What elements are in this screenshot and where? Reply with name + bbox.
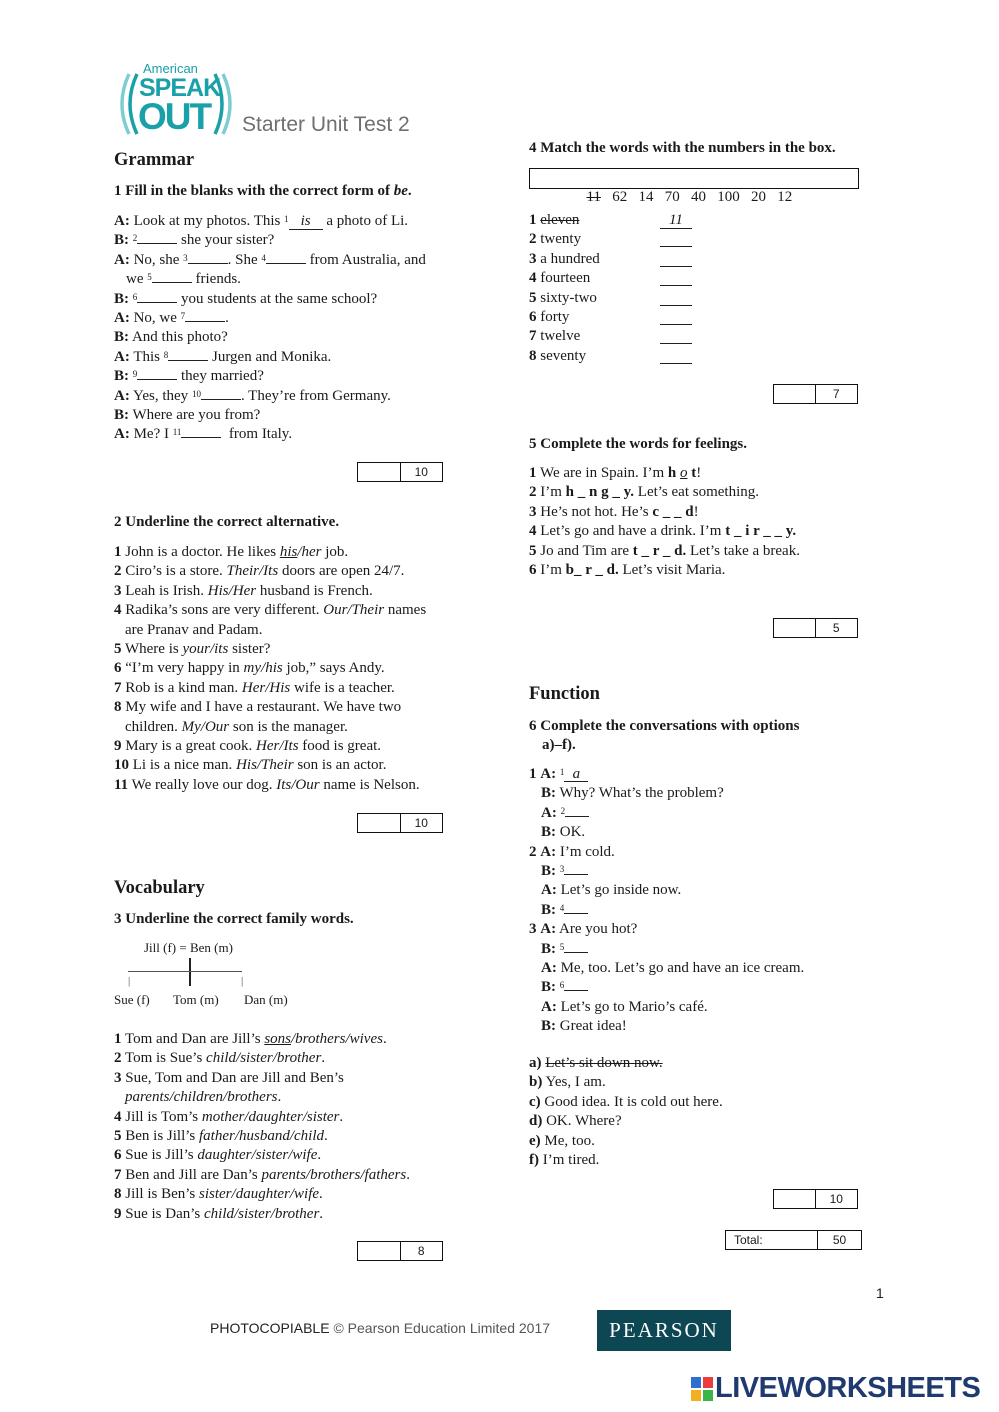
tree-parents: Jill (f) = Ben (m) — [144, 940, 233, 955]
score-box-ex5: 5 — [773, 618, 858, 638]
tree-child-tom: Tom (m) — [173, 992, 219, 1007]
struck-number: 11 — [586, 189, 601, 205]
answer-blank[interactable] — [660, 293, 692, 306]
exercise-1-instruction: 1 Fill in the blanks with the correct form of be. — [114, 183, 412, 199]
tree-child-dan: Dan (m) — [244, 992, 288, 1007]
blank-10[interactable] — [201, 387, 241, 400]
exercise-3-list: 1 Tom and Dan are Jill’s sons/brothers/wives. 2 Tom is Sue’s child/sister/brother. 3 Sue, Tom and Dan are Jill and Ben’s parents/children/brothers. 4 Jill is Tom’s mother/daughter/sister. 5 Ben is Jill’s father/husband/child. 6 Sue is Jill’s daughter/sister/wife. 7 Ben and Jill are Dan’s parents/brothers/fathers. 8 Jill is Ben’s sister/daughter/wife. 9 Sue is Dan’s child/sister/brother. — [114, 1031, 410, 1222]
exercise-5-list: 1 We are in Spain. I’m h o t! 2 I’m h _ n g _ y. Let’s eat something. 3 He’s not hot. He’s c _ _ d! 4 Let’s go and have a drink. I’m t _ i r _ _ y. 5 Jo and Tim are t _ r _ d. Let’s take a break. 6 I’m b_ r _ d. Let’s visit Maria. — [529, 465, 800, 579]
exercise-1-dialogue: A: Look at my photos. This $^1$ is a photo of Li. B: $^2$ she your sister? A: No, she $^3$ . She $^4$ from Australia, and we $^5$ friends. B: $^6$ you students at the same school? A: No, we $^7$ . B: And this photo? A: This $^8$ Jurgen and Monika. B: $^9$ they married? A: Yes, they $^{10}$ . They’re from Germany. B: Where are you from? A: Me? I $^{11}$ from Italy. — [114, 213, 426, 443]
blank-8[interactable] — [168, 348, 208, 361]
tree-branch — [128, 971, 242, 972]
blank-f3[interactable] — [564, 862, 588, 875]
logo-out: OUT — [138, 96, 211, 137]
score-box-ex1: 10 — [357, 462, 443, 482]
answer-blank[interactable] — [660, 331, 692, 344]
blank-f6[interactable] — [564, 978, 588, 991]
answer-blank[interactable] — [660, 234, 692, 247]
exercise-3-instruction: 3 Underline the correct family words. — [114, 911, 354, 927]
blank-3[interactable] — [188, 251, 228, 264]
blank-7[interactable] — [185, 309, 225, 322]
answer-blank[interactable] — [660, 273, 692, 286]
pearson-logo: PEARSON — [597, 1310, 731, 1351]
blank-6[interactable] — [137, 290, 177, 303]
speakout-logo — [117, 60, 235, 138]
copyright-line: PHOTOCOPIABLE © Pearson Education Limited 2017 — [210, 1320, 551, 1336]
exercise-4-list: 1 eleven 11 2 twenty 3 a hundred 4 fourteen 5 sixty-two 6 forty 7 twelve 8 seventy — [529, 211, 729, 366]
section-heading-grammar: Grammar — [114, 150, 195, 170]
logo-american: American — [143, 61, 198, 76]
blank-2[interactable] — [137, 231, 177, 244]
exercise-2-list: 1 John is a doctor. He likes his/her job. 2 Ciro’s is a store. Their/Its doors are open 24/7. 3 Leah is Irish. His/Her husband is French. 4 Radika’s sons are very different. Our/Their names are Pranav and Padam. 5 Where is your/its sister? 6 “I’m very happy in my/his job,” says Andy. 7 Rob is a kind man. Her/His wife is a teacher. 8 My wife and I have a restaurant. We have two children. My/Our son is the manager. 9 Mary is a great cook. Her/Its food is great. 10 Li is a nice man. His/Their son is an actor. 11 We really love our dog. Its/Our name is Nelson. — [114, 544, 427, 793]
tree-pipe-left: | — [128, 975, 131, 987]
answer-blank[interactable] — [660, 312, 692, 325]
exercise-6-dialogues: 1 A: $^1$ a B: Why? What’s the problem? A: $^2$ B: OK. 2 A: I’m cold. B: $^3$ A: Let’s go inside now. B: $^4$ 3 A: Are you hot? B: $^5$ A: Me, too. Let’s go and have an ice cream. B: $^6$ A: Let’s go to Mario’s café. B: Great idea! — [529, 766, 805, 1035]
score-box-ex4: 7 — [773, 384, 858, 404]
page-number: 1 — [876, 1285, 884, 1301]
blank-11[interactable] — [181, 425, 221, 438]
score-box-ex6: 10 — [773, 1189, 858, 1209]
section-heading-vocabulary: Vocabulary — [114, 878, 205, 898]
logo-speak: SPEAK — [139, 74, 221, 102]
score-box-ex2: 10 — [357, 813, 443, 833]
blank-f4[interactable] — [564, 901, 588, 914]
blank-9[interactable] — [137, 367, 177, 380]
liveworksheets-icon — [691, 1377, 713, 1401]
exercise-2-instruction: 2 Underline the correct alternative. — [114, 514, 340, 530]
liveworksheets-logo: LIVEWORKSHEETS — [691, 1372, 980, 1404]
exercise-6-options: a) Let’s sit down now. b) Yes, I am. c) Good idea. It is cold out here. d) OK. Where? e) Me, too. f) I’m tired. — [529, 1055, 723, 1169]
answer-blank[interactable] — [660, 254, 692, 267]
tree-pipe-right: | — [241, 975, 244, 987]
page-title: Starter Unit Test 2 — [242, 113, 410, 136]
blank-4[interactable] — [266, 251, 306, 264]
blank-f5[interactable] — [564, 940, 588, 953]
total-score-box: Total: 50 — [725, 1230, 862, 1250]
exercise-5-instruction: 5 Complete the words for feelings. — [529, 436, 748, 452]
blank-f2[interactable] — [565, 804, 589, 817]
number-box: 11 62 14 70 40 100 20 12 — [529, 168, 859, 189]
exercise-6-instruction: 6 Complete the conversations with options a)–f). — [529, 718, 800, 754]
family-tree — [114, 938, 314, 1010]
answer-blank[interactable] — [660, 351, 692, 364]
section-heading-function: Function — [529, 684, 600, 704]
exercise-4-instruction: 4 Match the words with the numbers in the box. — [529, 140, 836, 156]
score-box-ex3: 8 — [357, 1241, 443, 1261]
tree-connector — [189, 958, 191, 986]
tree-child-sue: Sue (f) — [114, 992, 150, 1007]
blank-5[interactable] — [152, 270, 192, 283]
